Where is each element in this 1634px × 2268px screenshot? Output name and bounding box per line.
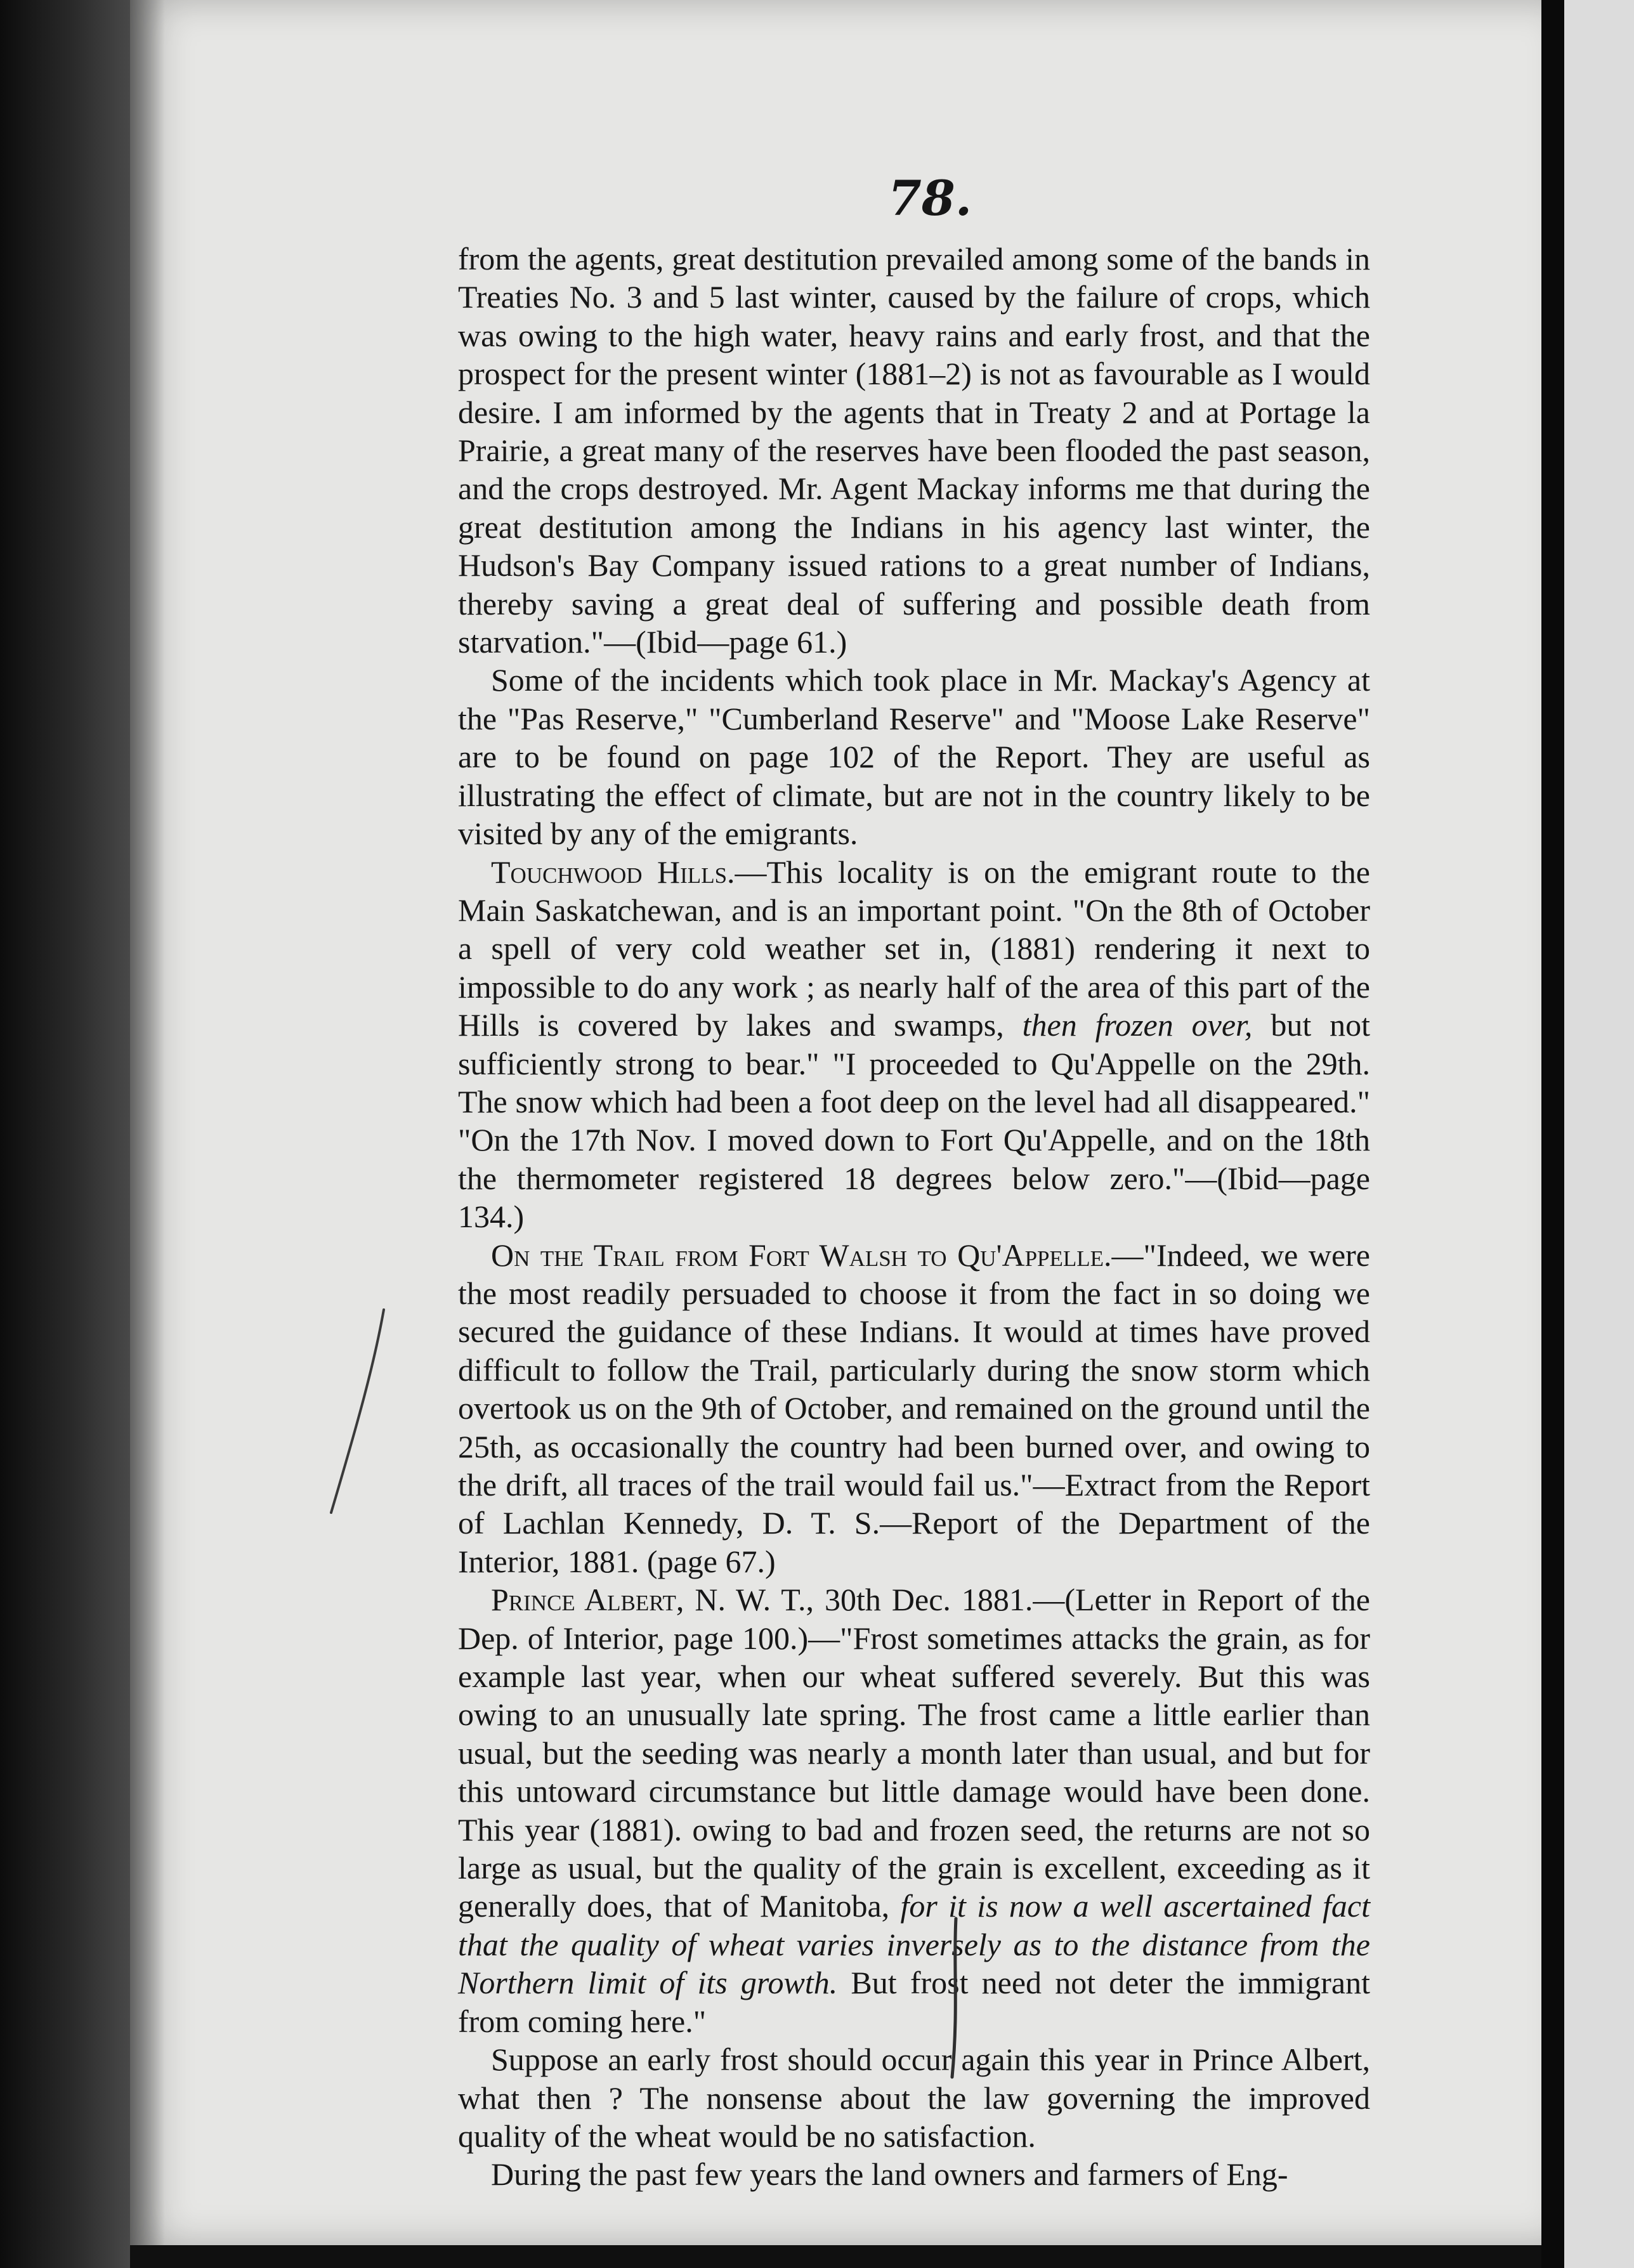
paragraph-5-italic: for it is now a well ascertained fact that the quality of wheat varies inversely as to the distance from the Northern limit of its growth. — [458, 1888, 1370, 2001]
paragraph-touchwood-hills — [458, 853, 1370, 1236]
section-heading-prince-albert: Prince Albert, — [491, 1582, 684, 1618]
paragraph-3-text-b: but not sufficiently strong to bear." "I proceeded to Qu'Appelle on the 29th. The snow which had been a foot deep on the level had all disappeared." "On the 17th Nov. I moved down to Fort Qu'Appelle, and on the 18th the thermometer registered 18 degrees below zero."—(Ibid—page 134.) — [458, 1007, 1371, 1235]
paragraph-2 — [458, 661, 1370, 852]
paragraph-3-italic: then frozen over, — [1022, 1007, 1253, 1043]
paragraph-5-text-a: N. W. T., 30th Dec. 1881.—(Letter in Report of the Dep. of Interior, page 100.)—"Frost sometimes attacks the grain, as for example last year, when our wheat suffered severely. But this was owing to an unusually late spring. The frost came a little earlier than usual, but the seeding was nearly a month later than usual, and but for this untoward circumstance but little damage would have been done. This year (1881). owing to bad and frozen seed, the returns are not so large as usual, but the quality of the grain is excellent, exceeding as it generally does, that of Manitoba, — [458, 1582, 1371, 1924]
section-heading-trail: On the Trail from Fort Walsh to Qu'Appelle. — [491, 1237, 1112, 1273]
page-number: 78. — [888, 170, 972, 226]
body-text — [458, 240, 1370, 2194]
paragraph-5-text-b: But frost need not deter the immigrant from coming here." — [458, 1965, 1370, 2039]
paragraph-1-text: from the agents, great destitution prevailed among some of the bands in Treaties No. 3 and 5 last winter, caused by the failure of crops, which was owing to the high water, heavy rains and early frost, and that the prospect for the present winter (1881–2) is not as favourable as I would desire. I am informed by the agents that in Treaty 2 and at Portage la Prairie, a great many of the reserves have been flooded the past season, and the crops destroyed. Mr. Agent Mackay informs me that during the great destitution among the Indians in his agency last winter, the Hudson's Bay Company issued rations to a great number of Indians, thereby saving a great deal of suffering and possible death from starvation."—(Ibid—page 61.) — [458, 241, 1370, 660]
margin-pencil-mark — [324, 1307, 393, 1516]
paragraph-2-text: Some of the incidents which took place in Mr. Mackay's Agency at the "Pas Reserve," "Cumberland Reserve" and "Moose Lake Reserve" are to be found on page 102 of the Report. They are useful as illustrating the effect of climate, but are not in the country likely to be visited by any of the emigrants. — [458, 662, 1370, 852]
margin-pencil-mark-2 — [942, 1915, 967, 2080]
paragraph-trail — [458, 1236, 1370, 1581]
paragraph-6-text: Suppose an early frost should occur again this year in Prince Albert, what then ? The nonsense about the law governing the improved quality of the wheat would be no satisfaction. — [458, 2042, 1370, 2154]
paragraph-4-text: —"Indeed, we were the most readily persuaded to choose it from the fact in so doing we secured the guidance of these Indians. It would at times have proved difficult to follow the Trail, particularly during the snow storm which overtook us on the 9th of October, and remained on the ground until the 25th, as occasionally the country had been burned over, and owing to the drift, all traces of the trail would fail us."—Extract from the Report of Lachlan Kennedy, D. T. S.—Report of the Department of the Interior, 1881. (page 67.) — [458, 1237, 1370, 1579]
paragraph-6 — [458, 2040, 1370, 2155]
book-spine-edge — [0, 0, 133, 2268]
paragraph-7 — [458, 2155, 1370, 2193]
paragraph-7-text: During the past few years the land owners and farmers of Eng- — [491, 2156, 1288, 2193]
adjacent-page-edge — [1564, 0, 1634, 2268]
bottom-border — [130, 2245, 1541, 2268]
paragraph-1 — [458, 240, 1370, 661]
page-gutter-shadow — [130, 0, 165, 2245]
paragraph-3-text-a: —This locality is on the emigrant route to the Main Saskatchewan, and is an important point. "On the 8th of October a spell of very cold weather set in, (1881) rendering it next to impossible to do any work ; as nearly half of the area of this part of the Hills is covered by lakes and swamps, — [458, 854, 1370, 1043]
section-heading-touchwood-hills: Touchwood Hills. — [491, 854, 735, 890]
page-gap — [1541, 0, 1564, 2268]
paragraph-prince-albert — [458, 1580, 1370, 2040]
